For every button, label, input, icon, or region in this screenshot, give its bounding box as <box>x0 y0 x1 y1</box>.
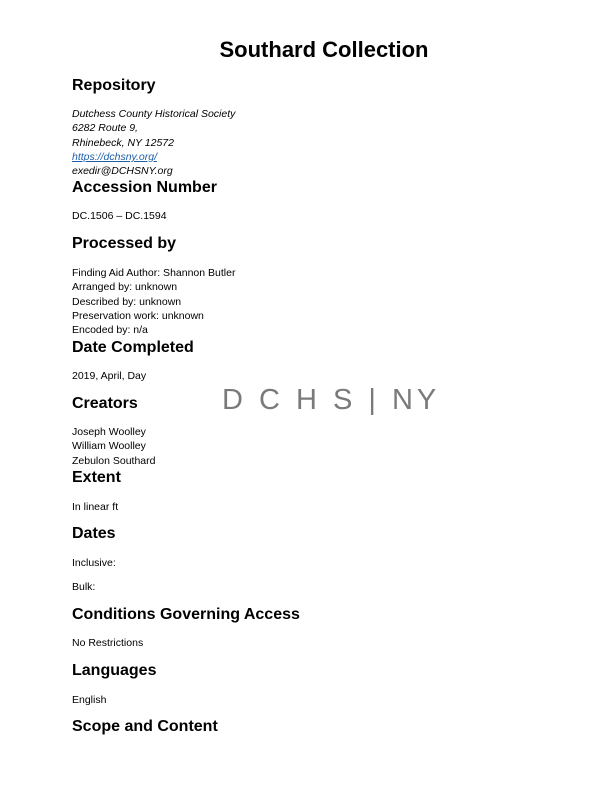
processed-author: Finding Aid Author: Shannon Butler <box>72 267 236 279</box>
languages-heading: Languages <box>72 662 157 679</box>
access-value: No Restrictions <box>72 637 144 649</box>
dates-bulk: Bulk: <box>72 581 96 593</box>
dates-heading: Dates <box>72 525 116 542</box>
creator-item: William Woolley <box>72 440 146 453</box>
processed-arranged: Arranged by: unknown <box>72 281 178 294</box>
extent-value: In linear ft <box>72 501 119 513</box>
accession-value: DC.1506 – DC.1594 <box>72 210 167 222</box>
repository-website-link[interactable]: https://dchsny.org/ <box>72 150 158 163</box>
processed-described: Described by: unknown <box>72 295 182 308</box>
dates-inclusive: Inclusive: <box>72 557 116 569</box>
processed-preservation: Preservation work: unknown <box>72 309 204 322</box>
repository-heading: Repository <box>72 77 156 94</box>
date-completed-value: 2019, April, Day <box>72 370 147 382</box>
creator-item: Joseph Woolley <box>72 426 146 438</box>
repository-street: 6282 Route 9, <box>72 122 138 135</box>
access-heading: Conditions Governing Access <box>72 606 300 623</box>
dchs-watermark: D C H S | NY <box>222 384 441 416</box>
document-title: Southard Collection <box>219 37 429 62</box>
extent-heading: Extent <box>72 469 121 486</box>
repository-name: Dutchess County Historical Society <box>72 108 236 120</box>
processed-heading: Processed by <box>72 235 177 252</box>
creators-list <box>72 425 155 468</box>
scope-heading: Scope and Content <box>72 718 218 735</box>
processed-list <box>72 266 235 337</box>
creators-heading: Creators <box>72 395 138 412</box>
repository-city: Rhinebeck, NY 12572 <box>72 136 174 149</box>
accession-heading: Accession Number <box>72 179 217 196</box>
repository-email: exedir@DCHSNY.org <box>72 165 173 178</box>
date-completed-heading: Date Completed <box>72 339 194 356</box>
languages-value: English <box>72 694 107 706</box>
processed-encoded: Encoded by: n/a <box>72 324 148 337</box>
repository-address <box>72 107 235 178</box>
creator-item: Zebulon Southard <box>72 454 156 467</box>
